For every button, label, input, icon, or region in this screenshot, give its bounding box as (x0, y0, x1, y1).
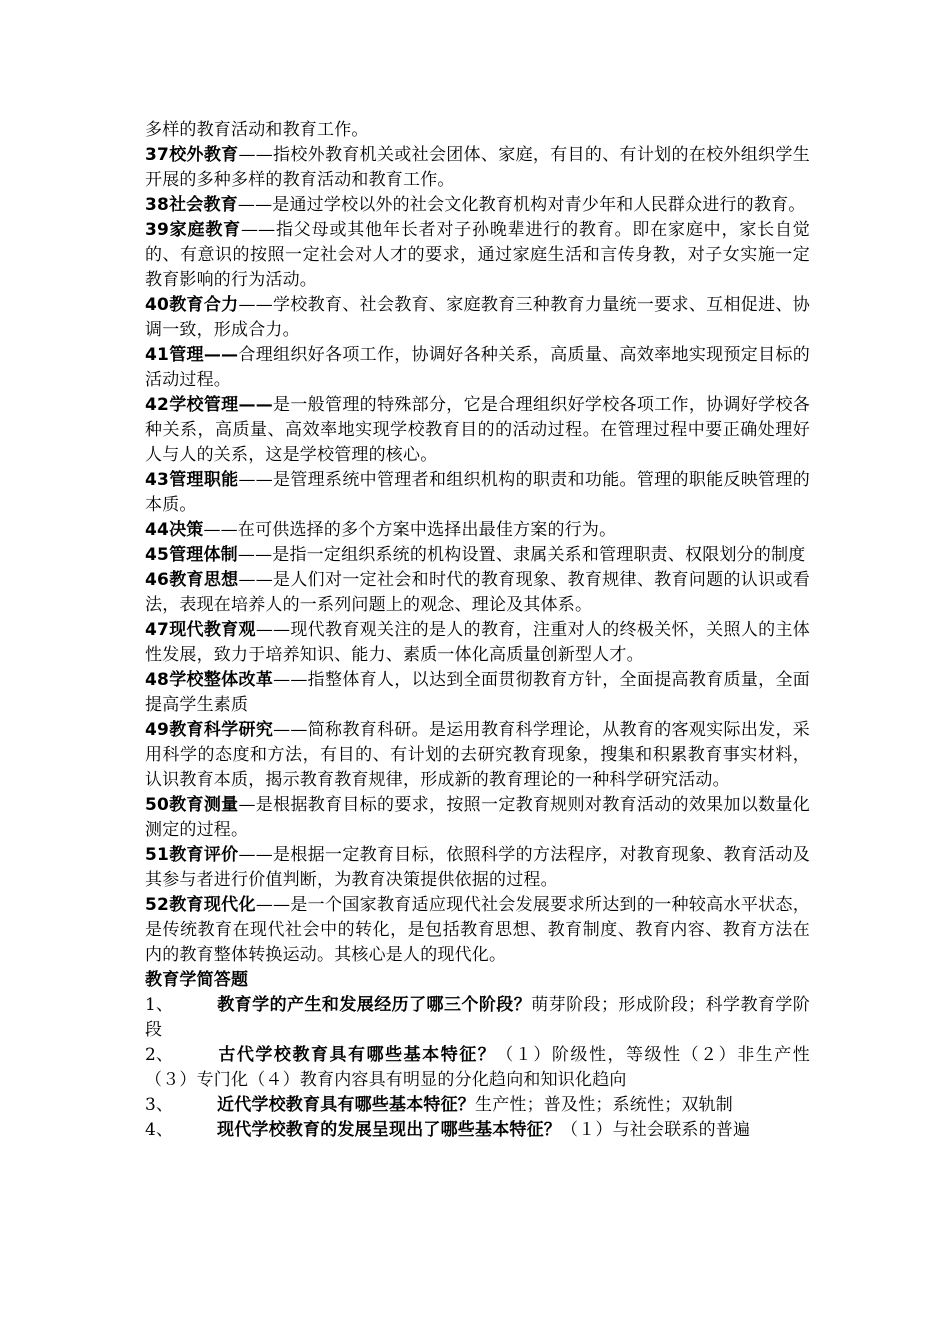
definition-term: 决策 (169, 520, 204, 540)
definition-item (145, 793, 810, 843)
definition-item (145, 843, 810, 893)
definition-number: 49 (145, 720, 170, 740)
definition-number: 51 (145, 845, 170, 865)
definition-body: ——现代教育观关注的是人的教育，注重对人的终极关怀，关照人的主体性发展，致力于培养知识、能力、素质一体化高质量创新型人才。 (145, 620, 811, 665)
definition-body: ——指父母或其他年长者对子孙晚辈进行的教育。即在家庭中，家长自觉的、有意识的按照一定社会对人才的要求，通过家庭生活和言传身教，对子女实施一定教育影响的行为活动。 (145, 220, 810, 290)
definition-item (145, 618, 810, 668)
question-item (145, 1043, 810, 1093)
question-number: 4、 (145, 1120, 174, 1140)
definition-term: 管理体制 (169, 545, 238, 565)
definition-item (145, 193, 810, 218)
question-list (145, 993, 810, 1143)
definition-item (145, 568, 810, 618)
definition-term: 教育测量 (169, 795, 239, 815)
definition-term: 学校管理—— (169, 395, 273, 415)
definition-body: ——指整体育人，以达到全面贯彻教育方针，全面提高教育质量，全面提高学生素质 (145, 670, 811, 715)
question-item (145, 993, 810, 1043)
definition-item (145, 893, 810, 968)
definition-body: ——是指一定组织系统的机构设置、隶属关系和管理职责、权限划分的制度 (237, 545, 806, 565)
document-body (145, 118, 810, 1143)
definition-number: 48 (145, 670, 170, 690)
definition-number: 37 (145, 145, 170, 165)
question-number: 1、 (145, 995, 174, 1015)
definition-item (145, 668, 810, 718)
definition-number: 47 (145, 620, 170, 640)
question-text: 教育学的产生和发展经历了哪三个阶段？ (217, 995, 532, 1015)
definition-term: 教育合力 (169, 295, 239, 315)
intro-text: 多样的教育活动和教育工作。 (145, 120, 369, 140)
question-text: 近代学校教育具有哪些基本特征？ (217, 1095, 475, 1115)
definition-number: 46 (145, 570, 170, 590)
definition-number: 43 (145, 470, 170, 490)
definition-number: 52 (145, 895, 170, 915)
definition-term: 教育思想 (169, 570, 239, 590)
definition-term: 教育科学研究 (169, 720, 274, 740)
definition-body: —是根据教育目标的要求，按照一定教育规则对教育活动的效果加以数量化测定的过程。 (145, 795, 810, 840)
definition-list (145, 143, 810, 968)
definition-body: ——简称教育科研。是运用教育科学理论，从教育的客观实际出发，采用科学的态度和方法，有目的、有计划的去研究教育现象，搜集和积累教育事实材料，认识教育本质，揭示教育教育规律，形成新的教育理论的一种科学研究活动。 (145, 720, 811, 790)
definition-body: ——学校教育、社会教育、家庭教育三种教育力量统一要求、互相促进、协调一致，形成合力。 (145, 295, 810, 340)
definition-item (145, 468, 810, 518)
definition-item (145, 143, 810, 193)
definition-number: 44 (145, 520, 170, 540)
definition-term: 管理—— (169, 345, 239, 365)
answer-text: （１）阶级性，等级性（２）非生产性（３）专门化（４）教育内容具有明显的分化趋向和知识化趋向 (145, 1045, 810, 1090)
definition-number: 42 (145, 395, 170, 415)
definition-term: 社会教育 (169, 195, 238, 215)
answer-text: （１）与社会联系的普遍 (561, 1120, 751, 1140)
definition-term: 现代教育观 (169, 620, 256, 640)
definition-term: 教育现代化 (169, 895, 256, 915)
definition-item (145, 343, 810, 393)
definition-body: 是一般管理的特殊部分，它是合理组织好学校各项工作，协调好学校各种关系，高质量、高效率地实现学校教育目的的活动过程。在管理过程中要正确处理好人与人的关系，这是学校管理的核心。 (145, 395, 811, 465)
definition-number: 45 (145, 545, 170, 565)
definition-item (145, 518, 810, 543)
definition-term: 学校整体改革 (169, 670, 274, 690)
definition-term: 管理职能 (169, 470, 239, 490)
definition-number: 40 (145, 295, 170, 315)
definition-item (145, 393, 810, 468)
question-text: 古代学校教育具有哪些基本特征？ (217, 1045, 497, 1065)
definition-number: 41 (145, 345, 170, 365)
definition-body: ——指校外教育机关或社会团体、家庭，有目的、有计划的在校外组织学生开展的多种多样的教育活动和教育工作。 (145, 145, 810, 190)
section-heading: 教育学简答题 (145, 970, 249, 990)
definition-number: 38 (145, 195, 170, 215)
definition-body: ——是通过学校以外的社会文化教育机构对青少年和人民群众进行的教育。 (237, 195, 806, 215)
question-text: 现代学校教育的发展呈现出了哪些基本特征？ (217, 1120, 561, 1140)
question-number: 2、 (145, 1045, 174, 1065)
definition-body: ——是一个国家教育适应现代社会发展要求所达到的一种较高水平状态，是传统教育在现代社会中的转化，是包括教育思想、教育制度、教育内容、教育方法在内的教育整体转换运动。其核心是人的现代化。 (145, 895, 811, 965)
definition-body: ——在可供选择的多个方案中选择出最佳方案的行为。 (203, 520, 617, 540)
question-number: 3、 (145, 1095, 174, 1115)
definition-item (145, 293, 810, 343)
definition-item (145, 543, 810, 568)
definition-number: 50 (145, 795, 170, 815)
definition-body: ——是管理系统中管理者和组织机构的职责和功能。管理的职能反映管理的本质。 (145, 470, 810, 515)
definition-item (145, 218, 810, 293)
definition-item (145, 718, 810, 793)
definition-term: 家庭教育 (169, 220, 241, 240)
definition-term: 教育评价 (169, 845, 239, 865)
definition-body: ——是人们对一定社会和时代的教育现象、教育规律、教育问题的认识或看法，表现在培养人的一系列问题上的观念、理论及其体系。 (145, 570, 810, 615)
definition-number: 39 (145, 220, 170, 240)
answer-text: 萌芽阶段；形成阶段；科学教育学阶段 (145, 995, 810, 1040)
answer-text: 生产性；普及性；系统性；双轨制 (475, 1095, 733, 1115)
question-item (145, 1093, 810, 1118)
definition-body: ——是根据一定教育目标，依照科学的方法程序，对教育现象、教育活动及其参与者进行价值判断，为教育决策提供依据的过程。 (145, 845, 810, 890)
definition-body: 合理组织好各项工作，协调好各种关系，高质量、高效率地实现预定目标的活动过程。 (145, 345, 810, 390)
question-item (145, 1118, 810, 1143)
definition-term: 校外教育 (169, 145, 239, 165)
